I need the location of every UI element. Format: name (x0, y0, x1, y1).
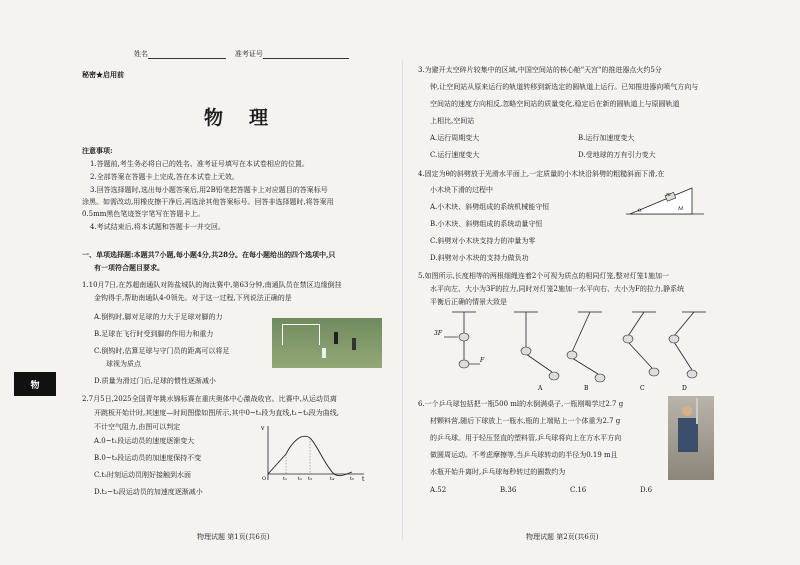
note-line: 1.答题前,考生务必将自己的姓名、准考证号填写在本试卷相应的位置。 (90, 160, 309, 168)
q4-option-d: D.斜劈对小木块的支持力做负功 (430, 254, 529, 262)
axis-v-label: v (261, 425, 265, 432)
q2-option-a: A.0~t₁段运动员的速度逐渐变大 (94, 437, 195, 445)
q1-stem: 1.10月7日,在苏超南通队对阵盐城队的淘汰赛中,第63分钟,南通队员在禁区边缘倒挂 (82, 281, 342, 289)
section-heading-cont: 有一项符合题目要求。 (94, 263, 164, 272)
q4-option-b: B.小木块、斜劈组成的系统动量守恒 (430, 220, 543, 228)
q1-option-c: C.倒钩时,估算足球与守门员的距离可以将足 (94, 347, 230, 355)
q4-option-c: C.斜劈对小木块支持力的冲量为零 (430, 237, 536, 245)
q4-wedge-figure (626, 180, 706, 218)
secret-mark: 秘密★启用前 (82, 70, 124, 79)
q5-stem: 水平向左、大小为3F的拉力,同时对灯笼2施加一水平向右、大小为F的拉力,静系统 (430, 285, 685, 293)
axis-t-label: t (362, 476, 365, 483)
name-label: 姓名 (134, 50, 148, 58)
q6-stem: 做圆周运动。不考虑摩擦等,当乒乓球转动的半径为0.19 m且 (430, 451, 618, 459)
exam-number-label: 准考证号 (234, 50, 263, 58)
option-d-label: D (682, 385, 687, 392)
q3-option-d: D.受地球的万有引力变大 (578, 151, 656, 159)
note-line: 0.5mm黑色笔迹签字笔写在答题卡上。 (82, 210, 205, 218)
tick-label: O (262, 476, 267, 482)
q1-option-d: D.质量为滑过门后,足球的惯性逐渐减小 (94, 377, 216, 385)
option-b-label: B (584, 385, 589, 392)
q4-stem: 4.固定为θ的斜劈放于光滑水平面上,一定质量的小木块沿斜劈的粗糙斜面下滑,在 (418, 170, 665, 178)
q6-option-c: C.16 (570, 486, 587, 494)
section-heading: 一、单项选择题:本题共7小题,每小题4分,共28分。在每小题给出的四个选项中,只 (82, 250, 336, 259)
q3-stem: 上相比,空间站 (430, 117, 475, 125)
q6-stem: 6.一个乒乓球包括把一瓶500 ml的水倒满桌子,一瓶刚喝学过2.7 g (418, 400, 624, 408)
q3-option-c: C.运行速度变大 (430, 151, 480, 159)
q1-stem: 金钩得手,帮助南通队4-0领先。对于这一过程,下列说法正确的是 (94, 294, 292, 302)
option-a-label: A (538, 385, 543, 392)
q4-option-a: A.小木块、斜劈组成的系统机械能守恒 (430, 203, 550, 211)
right-page (418, 0, 718, 565)
q3-option-a: A.运行周期变大 (430, 134, 480, 142)
q3-stem: 钟,让空间站从原来运行的轨道转移到新选定的圆轨道上运行。已知推进器向喷气方向与 (430, 83, 699, 91)
q5-stem: 5.如图所示,长度相等的两根细绳连着2个可视为质点的相同灯笼,整对灯笼1施加一 (418, 272, 670, 280)
tick-label: t₃ (308, 476, 313, 482)
q2-option-b: B.0~t₂段运动员的加速度保持不变 (94, 454, 202, 462)
tick-label: t₄ (330, 476, 335, 482)
q6-stem: 的乒乓球。用于轻压竖直的塑料管,乒乓球将向上在方水平方向 (430, 434, 622, 442)
q5-stem: 平衡后正确的情景大致是 (430, 298, 507, 306)
left-page (82, 0, 390, 565)
label-theta: θ (638, 208, 642, 214)
q2-stem: 开跳板开始计时,其速度—时间图像如图所示,其中0~t₁段为直线,t₁~t₃段为曲线, (94, 409, 339, 417)
label-m: m (666, 192, 671, 198)
page-divider (402, 60, 403, 540)
page-title: 物理 (203, 107, 294, 129)
q3-stem: 空间站的速度方向相反,忽略空间站的质量变化,稳定后在新的圆轨道上与原圆轨道 (430, 100, 680, 108)
q3-stem: 3.为避开太空碎片较集中的区域,中国空间站的核心舱"天宫"的推进器点火约5分 (418, 66, 662, 74)
q2-stem: 不计空气阻力,由图可以判定 (94, 423, 181, 431)
tick-label: t₅ (350, 476, 355, 482)
q2-stem: 2.7月5日,2025全国青年跳水锦标赛在重庆奥体中心激战收官。比赛中,从运动员离 (82, 395, 337, 403)
q2-option-c: C.t₂时刻运动员刚好接触到水面 (94, 471, 191, 479)
q3-option-b: B.运行加速度变大 (578, 134, 635, 142)
q6-option-d: D.6 (640, 486, 653, 494)
q2-vt-graph (258, 424, 368, 482)
name-field (134, 50, 349, 59)
q6-stem: 水瓶开始升离时,乒乓球每秒转过的圈数约为 (430, 468, 566, 476)
label-M: M (678, 206, 684, 212)
pingpong-photo (668, 396, 714, 480)
q1-option-b: B.足球在飞行时受到脚的作用力和重力 (94, 330, 214, 338)
note-line: 涂黑。如需改动,用橡皮擦干净后,再选涂其他答案标号。回答非选择题时,将答案用 (82, 198, 334, 206)
q6-stem: 材颗料营,随后下球放上一瓶水,瓶的上端贴上一个体重为2.7 g (430, 417, 621, 425)
q1-option-a: A.倒钩时,脚对足球的力大于足球对脚的力 (94, 313, 223, 321)
q2-option-d: D.t₂~t₃段运动员的加速度逐渐减小 (94, 488, 203, 496)
footer-right: 物理试题 第2页(共6页) (526, 533, 599, 541)
note-line: 3.回答选择题时,选出每小题答案后,用2B铅笔把答题卡上对应题目的答案标号 (90, 186, 328, 194)
force-3F-label: 3F (434, 330, 442, 337)
subject-tab: 物 (14, 372, 56, 396)
force-F-label: F (480, 357, 485, 364)
note-line: 2.全部答案在答题卡上完成,答在本试卷上无效。 (90, 173, 239, 181)
tick-label: t₁ (283, 476, 288, 482)
q1-option-c-cont: 球视为质点 (106, 360, 141, 368)
q6-option-b: B.36 (500, 486, 517, 494)
soccer-photo (272, 318, 382, 368)
q4-stem: 小木块下滑的过程中 (430, 186, 493, 194)
note-line: 4.考试结束后,将本试题和答题卡一并交回。 (90, 223, 225, 231)
tick-label: t₂ (298, 476, 303, 482)
footer-left: 物理试题 第1页(共6页) (197, 533, 270, 541)
q6-option-a: A.52 (430, 486, 447, 494)
notes-heading: 注意事项: (82, 146, 113, 155)
q5-lantern-figure (432, 312, 712, 392)
option-c-label: C (640, 385, 645, 392)
